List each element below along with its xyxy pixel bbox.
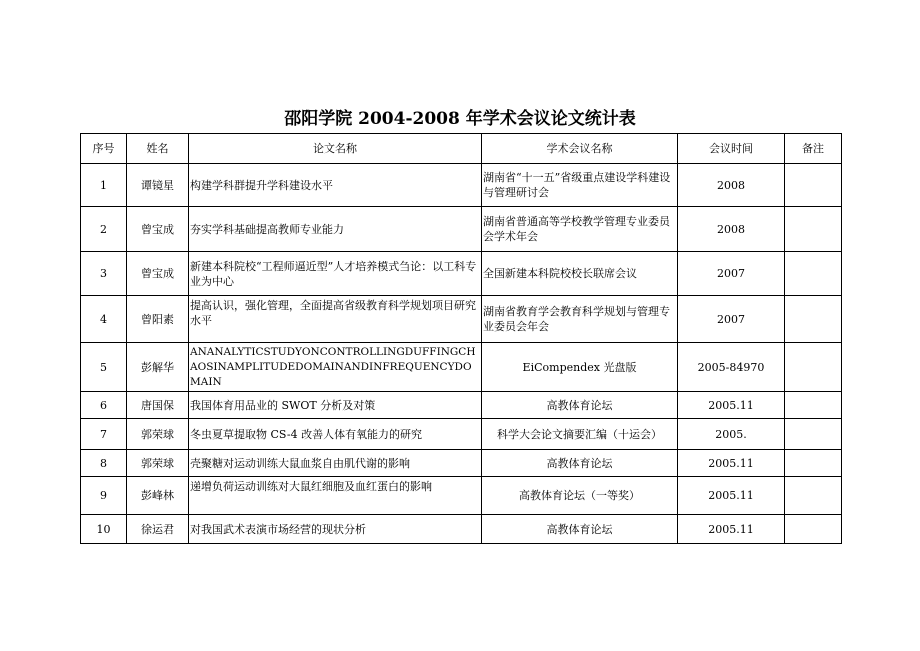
cell-conference: 湖南省普通高等学校教学管理专业委员会学术年会: [482, 207, 678, 252]
cell-date: 2005-84970: [678, 343, 785, 392]
table-row: [81, 515, 842, 544]
cell-no: 10: [81, 515, 127, 544]
cell-conference: 高教体育论坛: [482, 515, 678, 544]
cell-name: 彭峰林: [127, 477, 189, 515]
cell-no: 3: [81, 252, 127, 296]
cell-name: 唐国保: [127, 392, 189, 419]
page-title: 邵阳学院 2004-2008 年学术会议论文统计表: [284, 109, 636, 129]
cell-name: 郭荣球: [127, 450, 189, 477]
header-paper: 论文名称: [189, 134, 482, 164]
statistics-table: [80, 133, 842, 544]
table-row: [81, 392, 842, 419]
cell-date: 2005.11: [678, 477, 785, 515]
table-header-row: [81, 134, 842, 164]
table-row: [81, 252, 842, 296]
cell-paper: 对我国武术表演市场经营的现状分析: [189, 515, 482, 544]
table-row: [81, 419, 842, 450]
cell-no: 5: [81, 343, 127, 392]
table-row: [81, 343, 842, 392]
cell-remark: [785, 477, 842, 515]
cell-date: 2005.11: [678, 450, 785, 477]
cell-remark: [785, 343, 842, 392]
cell-paper: 夯实学科基础提高教师专业能力: [189, 207, 482, 252]
cell-date: 2007: [678, 252, 785, 296]
cell-no: 4: [81, 296, 127, 343]
cell-no: 6: [81, 392, 127, 419]
cell-conference: 湖南省教育学会教育科学规划与管理专业委员会年会: [482, 296, 678, 343]
cell-name: 谭镜星: [127, 164, 189, 207]
table-row: [81, 207, 842, 252]
cell-no: 9: [81, 477, 127, 515]
cell-date: 2007: [678, 296, 785, 343]
table-row: [81, 296, 842, 343]
cell-name: 曾宝成: [127, 207, 189, 252]
cell-conference: 高教体育论坛（一等奖）: [482, 477, 678, 515]
header-remark: 备注: [785, 134, 842, 164]
cell-remark: [785, 296, 842, 343]
cell-conference: 科学大会论文摘要汇编（十运会）: [482, 419, 678, 450]
cell-conference: 湖南省“十一五”省级重点建设学科建设与管理研讨会: [482, 164, 678, 207]
cell-name: 彭解华: [127, 343, 189, 392]
cell-conference: 高教体育论坛: [482, 450, 678, 477]
cell-remark: [785, 252, 842, 296]
cell-paper: 构建学科群提升学科建设水平: [189, 164, 482, 207]
header-no: 序号: [81, 134, 127, 164]
cell-paper: ANANALYTICSTUDYONCONTROLLINGDUFFINGCHAOSINAMPLITUDEDOMAINANDINFREQUENCYDOMAIN: [189, 343, 482, 392]
table-row: [81, 477, 842, 515]
cell-conference: 全国新建本科院校校长联席会议: [482, 252, 678, 296]
cell-name: 徐运君: [127, 515, 189, 544]
cell-no: 7: [81, 419, 127, 450]
cell-remark: [785, 450, 842, 477]
cell-date: 2005.11: [678, 515, 785, 544]
cell-date: 2005.: [678, 419, 785, 450]
cell-date: 2005.11: [678, 392, 785, 419]
cell-paper: 我国体育用品业的 SWOT 分析及对策: [189, 392, 482, 419]
header-name: 姓名: [127, 134, 189, 164]
cell-name: 曾宝成: [127, 252, 189, 296]
header-conference: 学术会议名称: [482, 134, 678, 164]
cell-remark: [785, 419, 842, 450]
cell-paper: 壳聚糖对运动训练大鼠血浆自由肌代谢的影响: [189, 450, 482, 477]
cell-paper: 冬虫夏草提取物 CS-4 改善人体有氧能力的研究: [189, 419, 482, 450]
cell-paper: 递增负荷运动训练对大鼠红细胞及血红蛋白的影响: [189, 477, 482, 515]
cell-conference: 高教体育论坛: [482, 392, 678, 419]
cell-no: 8: [81, 450, 127, 477]
cell-name: 曾阳素: [127, 296, 189, 343]
table-row: [81, 164, 842, 207]
cell-remark: [785, 392, 842, 419]
cell-remark: [785, 207, 842, 252]
cell-conference: EiCompendex 光盘版: [482, 343, 678, 392]
table-row: [81, 450, 842, 477]
cell-no: 2: [81, 207, 127, 252]
header-date: 会议时间: [678, 134, 785, 164]
cell-remark: [785, 515, 842, 544]
cell-name: 郭荣球: [127, 419, 189, 450]
cell-no: 1: [81, 164, 127, 207]
cell-paper: 提高认识，强化管理，全面提高省级教育科学规划项目研究水平: [189, 296, 482, 343]
cell-date: 2008: [678, 207, 785, 252]
cell-remark: [785, 164, 842, 207]
cell-paper: 新建本科院校“工程师逼近型”人才培养模式刍论：以工科专业为中心: [189, 252, 482, 296]
cell-date: 2008: [678, 164, 785, 207]
